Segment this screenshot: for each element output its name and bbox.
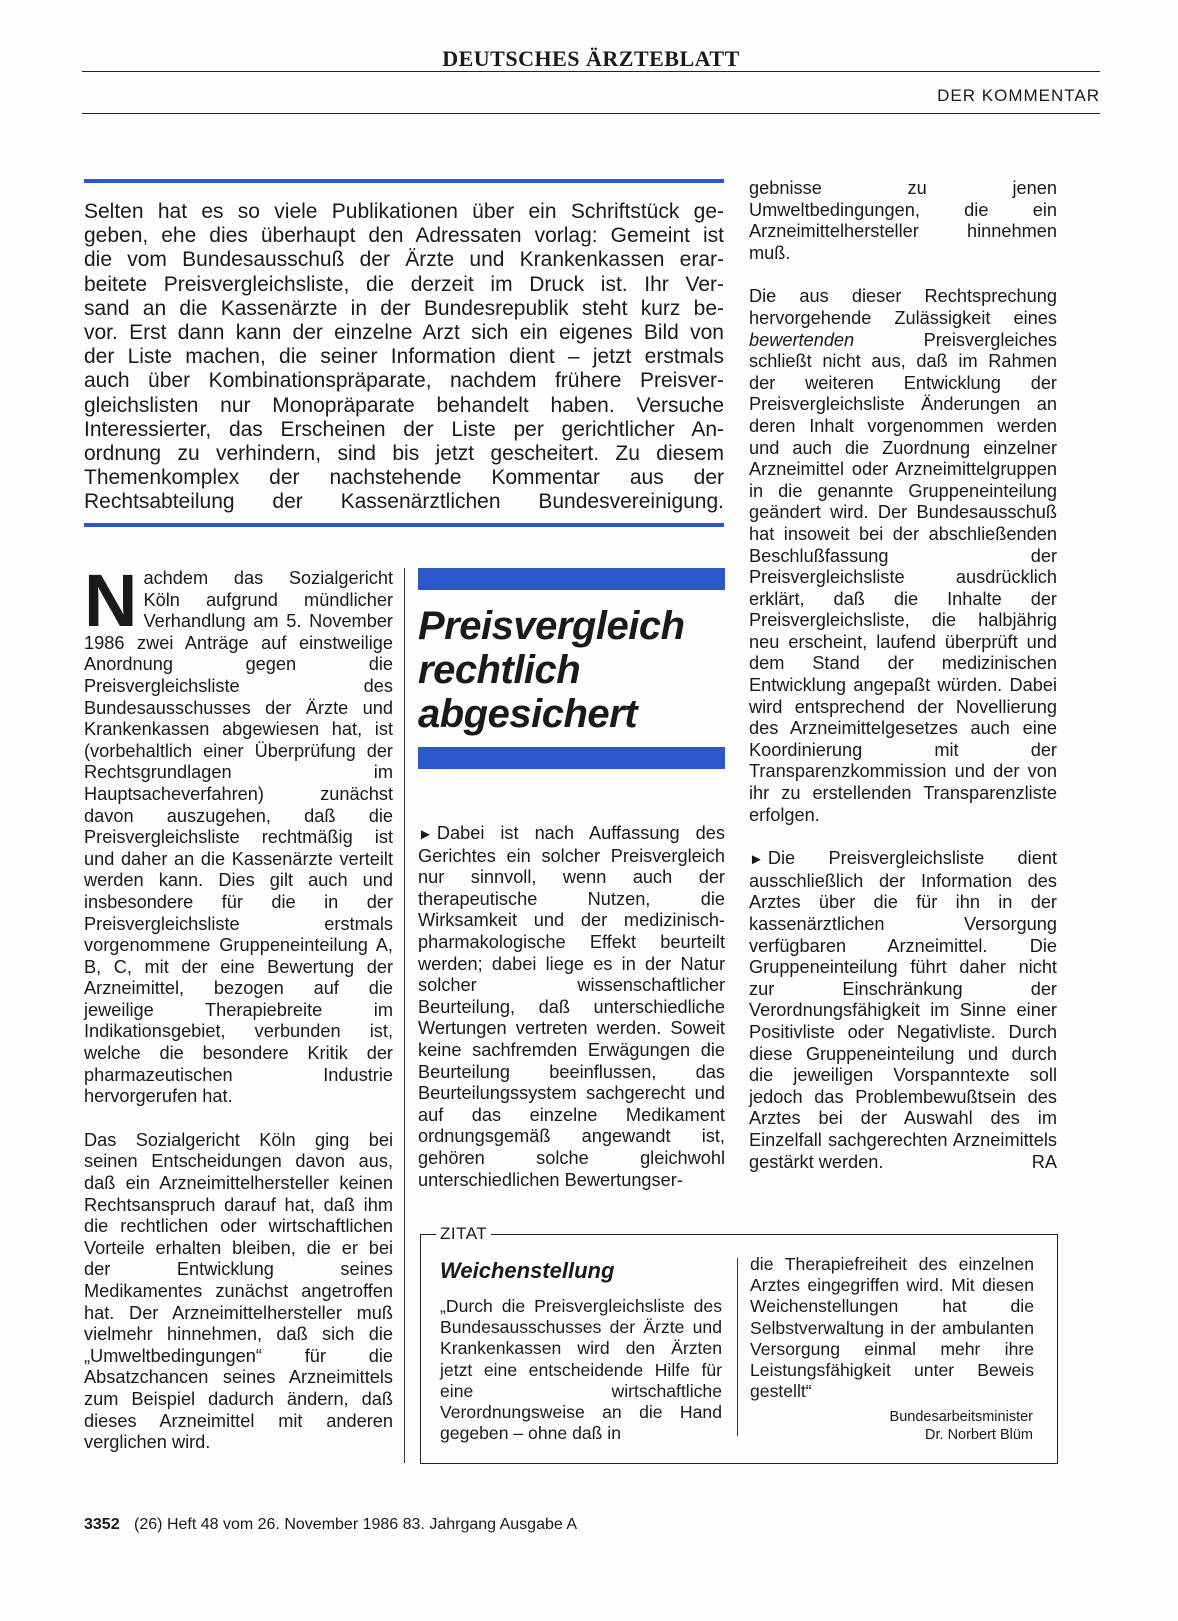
quote-box-label: ZITAT: [436, 1224, 491, 1244]
article-paragraph: [84, 559, 393, 1108]
intro-line: geben, ehe dies überhaupt den Adressaten vorlag: Gemeint ist: [84, 224, 724, 248]
article-paragraph-text: achdem das Sozialgericht Köln aufgrund mündlicher Verhandlung am 5. November 1986 zwei Anträge auf einstweilige Anordnung gegen die Preisvergleichsliste des Bundesausschusses der Ärzte und Krankenkassen abgewiesen hat, ist (vorbehaltlich einer Überprüfung der Rechtsgrundlagen im Hauptsacheverfahren) zunächst davon auszugehen, daß die Preisvergleichsliste rechtmäßig ist und daher an die Kassenärzte verteilt werden kann. Dies gilt auch und insbesondere für die in der Preisvergleichsliste erstmals vorgenommene Gruppeneinteilung A, B, C, mit der eine Bewertung der Arzneimittel, bezogen auf die jeweilige Therapiebreite im Indikationsgebiet, verbunden ist, welche die besondere Kritik der pharmazeutischen Industrie hervorgerufen hat.: [84, 568, 393, 1107]
intro-line: Themenkomplex der nachstehende Kommentar aus der: [84, 466, 724, 490]
intro-line: ordnung zu verhindern, sind bis jetzt gescheitert. Zu diesem: [84, 442, 724, 466]
intro-line: der Liste machen, die seiner Information dient – jetzt erstmals: [84, 345, 724, 369]
arrow-bullet-icon: ►: [749, 851, 764, 869]
headline-line: abgesichert: [418, 692, 638, 736]
article-paragraph: [418, 823, 725, 1191]
page-footer: [84, 1516, 577, 1534]
quote-divider: [737, 1258, 738, 1436]
page-number: 3352: [84, 1516, 120, 1533]
column-divider: [404, 568, 405, 1463]
intro-line: auch über Kombinationspräparate, nachdem frühere Preisver-: [84, 369, 724, 393]
intro-text: [84, 200, 724, 515]
quote-attribution: [780, 1408, 1033, 1444]
arrow-bullet-icon: ►: [418, 826, 433, 843]
article-paragraph-text: Dabei ist nach Auffassung des Gerichtes ein solcher Preisvergleich nur sinnvoll, wenn auch der therapeutische Nutzen, die Wirksamkeit und der medizinisch-pharmakologische Effekt beurteilt werden; dabei liege es in der Natur solcher wissenschaftlicher Beurteilung, daß unterschiedliche Wertungen vertreten werden. Soweit keine sachfremden Erwägungen die Beurteilung beeinflussen, das Beurteilungssystem sachgerecht und auf das einzelne Medikament ordnungsgemäß angewandt ist, gehören solche gleichwohl unterschiedlichen Bewertungser-: [418, 823, 725, 1190]
quote-title: Weichenstellung: [440, 1258, 615, 1283]
intro-line: Rechtsabteilung der Kassenärztlichen Bundesvereinigung.: [84, 490, 724, 514]
attribution-name: Dr. Norbert Blüm: [925, 1427, 1033, 1443]
article-paragraph: gebnisse zu jenen Umweltbedingungen, die ein Arzneimittelhersteller hinnehmen muß.: [749, 178, 1057, 263]
intro-top-bar: [84, 179, 724, 183]
article-paragraph-text: Die Preisvergleichsliste dient ausschließlich der Information des Arztes über die für ihn in der kassenärztlichen Versorgung verfügbaren Arzneimittel. Die Gruppeneinteilung führt daher nicht zur Einschränkung der Verordnungsfähigkeit im Sinne einer Positivliste oder Negativliste. Durch diese Gruppeneinteilung und durch die jeweiligen Vorspanntexte soll jedoch das Problembewußtsein des Arztes bei der Auswahl des im Einzelfall sachgerechten Arzneimittels gestärkt werden.: [749, 848, 1057, 1172]
intro-line: sand an die Kassenärzte in der Bundesrepublik steht kurz be-: [84, 296, 724, 320]
article-paragraph: Das Sozialgericht Köln ging bei seinen Entscheidungen davon aus, daß ein Arzneimittelhersteller keinen Rechtsanspruch darauf hat, daß ihm die rechtlichen oder wirtschaftlichen Vorteile erhalten bleiben, die er bei der Entwicklung seines Medikamentes zunächst angetroffen hat. Der Arzneimittelhersteller muß vielmehr hinnehmen, daß sich die „Umweltbedingungen“ für die Absatzchancen seines Arzneimittels zum Beispiel dadurch ändern, daß dieses Arzneimittel mit anderen verglichen wird.: [84, 1129, 393, 1453]
drop-cap: N: [84, 559, 138, 642]
headline-line: rechtlich: [418, 648, 581, 692]
section-label: DER KOMMENTAR: [937, 86, 1100, 105]
intro-line: Selten hat es so viele Publikationen über ein Schriftstück ge-: [84, 200, 724, 223]
headline: [418, 604, 738, 736]
author-signature: RA: [1031, 1151, 1057, 1172]
article-paragraph: [749, 848, 1057, 1173]
intro-line: Interessierter, das Erscheinen der Liste per gerichtlicher An-: [84, 417, 724, 441]
headline-top-bar: [418, 568, 725, 590]
headline-line: Preisvergleich: [418, 604, 685, 648]
attribution-role: Bundesarbeitsminister: [889, 1409, 1033, 1425]
header-rule-top: [82, 71, 1100, 72]
quote-text-left: „Durch die Preisvergleichsliste des Bundesausschusses der Ärzte und Krankenkassen wird den Ärzten jetzt eine entscheidende Hilfe für eine wirtschaftliche Verordnungsweise an die Hand gegeben – ohne daß in: [440, 1296, 722, 1444]
header-rule-bottom: [82, 113, 1100, 114]
intro-bottom-bar: [84, 523, 724, 527]
column-2: [418, 823, 725, 1191]
intro-line: vor. Erst dann kann der einzelne Arzt sich ein eigenes Bild von: [84, 321, 724, 345]
article-paragraph-text: Preisvergleiches schließt nicht aus, daß im Rahmen der weiteren Entwicklung der Preisvergleichsliste Änderungen an deren Inhalt vorgenommen werden und auch die Zuordnung einzelner Arzneimittel oder Arzneimittelgruppen in die genannte Gruppeneinteilung geändert wird. Der Bundesausschuß hat insoweit bei der abschließenden Beschlußfassung der Preisvergleichsliste ausdrücklich erklärt, daß die Inhalte der Preisvergleichsliste, die halbjährig neu erscheint, laufend überprüft und dem Stand der medizinischen Entwicklung angepaßt würden. Dabei wird entsprechend der Novellierung des Arzneimittelgesetzes auch eine Koordinierung mit der Transparenzkommission und der von ihr zu erstellenden Transparenzliste erfolgen.: [749, 329, 1057, 825]
headline-bottom-bar: [418, 747, 725, 769]
article-paragraph-text: Die aus dieser Rechtsprechung hervorgehende Zulässigkeit eines: [749, 286, 1057, 328]
intro-line: beitete Preisvergleichsliste, die derzeit im Druck ist. Ihr Ver-: [84, 272, 724, 296]
masthead: DEUTSCHES ÄRZTEBLATT: [442, 46, 740, 71]
intro-line: die vom Bundesausschuß der Ärzte und Krankenkassen erar-: [84, 248, 724, 272]
issue-info: (26) Heft 48 vom 26. November 1986 83. Jahrgang Ausgabe A: [134, 1516, 577, 1533]
quote-text-right: die Therapiefreiheit des einzelnen Arztes eingegriffen wird. Mit diesen Weichenstellungen hat die Selbstverwaltung in der ambulanten Versorgung einmal mehr ihre Leistungsfähigkeit unter Beweis gestellt“: [750, 1254, 1034, 1402]
column-1: [84, 559, 393, 1454]
column-3: [749, 178, 1057, 1173]
emphasis-text: bewertenden: [749, 329, 855, 350]
intro-line: gleichslisten nur Monopräparate behandelt haben. Versuche: [84, 393, 724, 417]
article-paragraph: [749, 286, 1057, 826]
